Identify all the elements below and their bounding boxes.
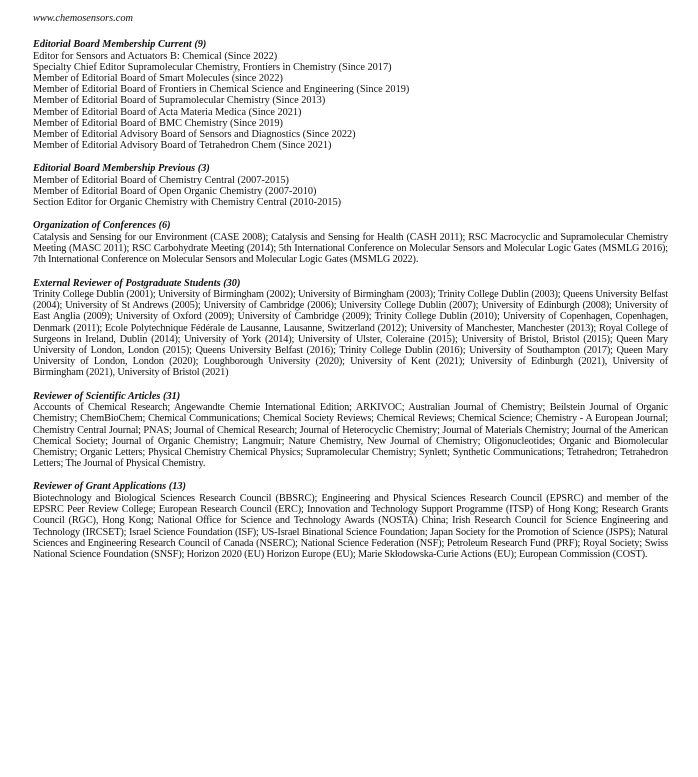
section-title: External Reviewer of Postgraduate Students (30)	[33, 277, 241, 289]
list-item: Member of Editorial Board of Frontiers in Chemical Science and Engineering (Since 2019)	[33, 84, 410, 96]
section-title: Editorial Board Membership Current (9)	[33, 39, 207, 50]
section-conferences	[33, 220, 668, 265]
list-item: Section Editor for Organic Chemistry with Chemistry Central (2010-2015)	[33, 197, 342, 209]
section-title: Reviewer of Grant Applications (13)	[33, 481, 186, 493]
list-item: Editor for Sensors and Actuators B: Chemical (Since 2022)	[33, 50, 278, 62]
list-item: Member of Editorial Board of BMC Chemistry (Since 2019)	[33, 117, 283, 129]
list-item: Specialty Chief Editor Supramolecular Chemistry, Frontiers in Chemistry (Since 2017)	[33, 61, 392, 73]
list-item: Member of Editorial Board of Supramolecular Chemistry (Since 2013)	[33, 95, 326, 107]
section-body: Biotechnology and Biological Sciences Research Council (BBSRC); Engineering and Physical Sciences Research Council (EPSRC) and member of the EPSRC Peer Review College; European Research Council (ERC); Innovation and Technology Support Programme (ITSP) of Hong Kong; Research Grants Council (RGC), Hong Kong; National Office for Science and Technology Awards (NOSTA) China; Irish Research Council for Science Engineering and Technology (IRCSET); Israel Science Foundation (ISF); US-Israel Binational Science Foundation; Japan Society for the Promotion of Science (JSPS); Natural Sciences and Engineering Research Council of Canada (NSERC); National Science Federation (NSF); Petroleum Research Fund (PRF); Royal Society; Swiss National Science Foundation (SNSF); Horizon 2020 (EU) Horizon Europe (EU); Marie Skłodowska-Curie Actions (EU); European Commission (COST).	[33, 492, 668, 560]
list-item: Member of Editorial Board of Open Organic Chemistry (2007-2010)	[33, 186, 317, 198]
list-item: Member of Editorial Advisory Board of Tetrahedron Chem (Since 2021)	[33, 140, 332, 152]
section-editorial-previous	[33, 163, 668, 208]
section-title: Reviewer of Scientific Articles (31)	[33, 390, 181, 402]
list-item: Member of Editorial Board of Chemistry Central (2007-2015)	[33, 174, 289, 186]
section-reviewer-grants	[33, 481, 668, 560]
section-external-reviewer	[33, 278, 668, 379]
list-item: Member of Editorial Board of Smart Molecules (since 2022)	[33, 72, 283, 84]
section-title: Editorial Board Membership Previous (3)	[33, 163, 210, 175]
list-item: Member of Editorial Advisory Board of Sensors and Diagnostics (Since 2022)	[33, 128, 356, 140]
list-item: Member of Editorial Board of Acta Materia Medica (Since 2021)	[33, 106, 302, 118]
section-reviewer-articles	[33, 391, 668, 470]
section-body: Accounts of Chemical Research; Angewandte Chemie International Edition; ARKIVOC; Australian Journal of Chemistry; Beilstein Journal of Organic Chemistry; ChemBioChem; Chemical Communications; Chemical Society Reviews; Chemical Reviews; Chemical Science; Chemistry - A European Journal; Chemistry Central Journal; PNAS; Journal of Chemical Research; Journal of Heterocyclic Chemistry; Journal of Materials Chemistry; Journal of the American Chemical Society; Journal of Organic Chemistry; Langmuir; Nature Chemistry, New Journal of Chemistry; Oligonucleotides; Organic and Biomolecular Chemistry; Organic Letters; Physical Chemistry Chemical Physics; Supramolecular Chemistry; Synlett; Synthetic Communications; Tetrahedron; Tetrahedron Letters; The Journal of Physical Chemistry.	[33, 402, 668, 470]
section-editorial-current	[33, 39, 668, 151]
section-body: Trinity College Dublin (2001); University of Birmingham (2002); University of Birmingham (2003); Trinity College Dublin (2003); Queens University Belfast (2004); University of St Andrews (2005); University of Cambridge (2006); University College Dublin (2007); University of Edinburgh (2008); University of East Anglia (2009); University of Oxford (2009); University of Cambridge (2009); Trinity College Dublin (2010); University of Copenhagen, Copenhagen, Denmark (2011); Ecole Polytechnique Fédérale de Lausanne, Lausanne, Switzerland (2012); University of Manchester, Manchester (2013); Royal College of Surgeons in Ireland, Dublin (2014); University of York (2014); University of Ulster, Coleraine (2015); University of Bristol, Bristol (2015); Queen Mary University of London, London (2015); Queens University Belfast (2016); Trinity College Dublin (2016); University of Southampton (2017); Queen Mary University of London, London (2020); Loughborough University (2020); University of Kent (2021); University of Edinburgh (2021), University of Birmingham (2021), University of Bristol (2021)	[33, 289, 668, 379]
document-page	[33, 13, 668, 572]
site-url: www.chemosensors.com	[33, 13, 133, 24]
section-title: Organization of Conferences (6)	[33, 220, 171, 232]
section-body: Catalysis and Sensing for our Environment (CASE 2008); Catalysis and Sensing for Health (CASH 2011); RSC Macrocyclic and Supramolecular Chemistry Meeting (MASC 2011); RSC Carbohydrate Meeting (2014); 5th International Conference on Molecular Sensors and Molecular Logic Gates (MSMLG 2016); 7th International Conference on Molecular Sensors and Molecular Logic Gates (MSMLG 2022).	[33, 231, 668, 266]
